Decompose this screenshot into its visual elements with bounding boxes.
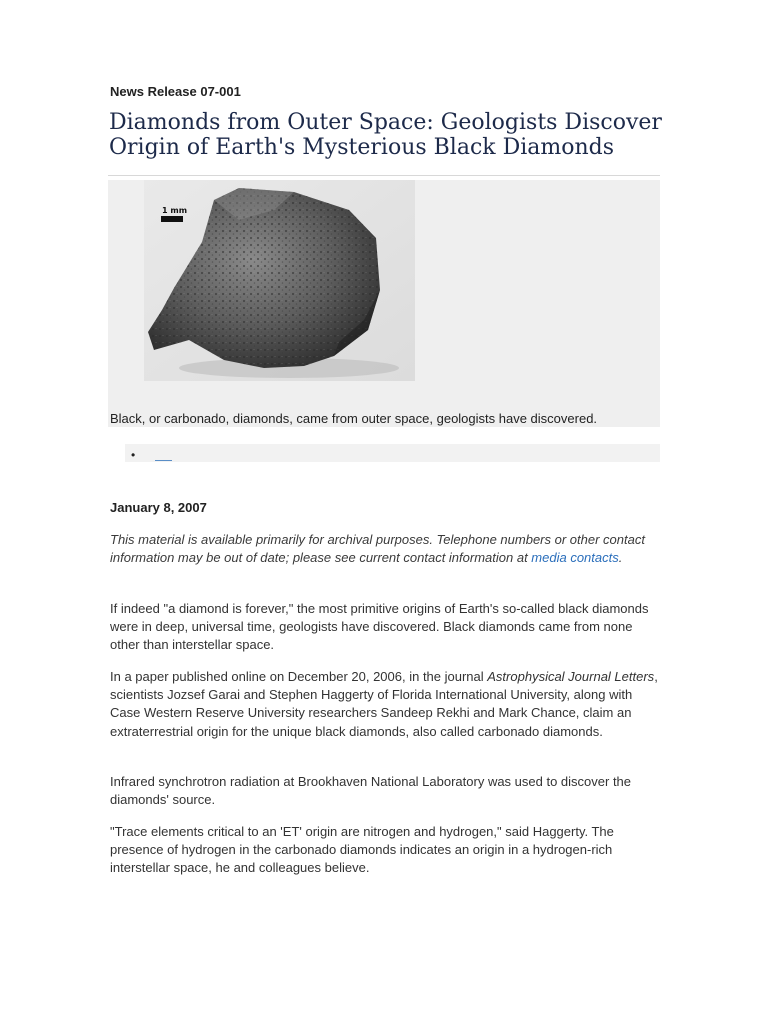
- archival-text: This material is available primarily for archival purposes. Telephone numbers or other contact information may be out of date; please see current contact information at: [110, 532, 645, 566]
- archival-period: .: [618, 550, 623, 566]
- title-divider: [108, 175, 660, 176]
- scale-bar: [161, 216, 183, 222]
- bullet-icon: •: [131, 448, 136, 462]
- paragraph-quote: "Trace elements critical to an 'ET' origin are nitrogen and hydrogen," said Haggerty. The presence of hydrogen in the carbonado diamonds indicates an origin in a hydrogen-rich interstellar space, he and colleagues believe.: [110, 824, 614, 876]
- release-date: January 8, 2007: [110, 500, 207, 515]
- paragraph-intro: If indeed "a diamond is forever," the most primitive origins of Earth's so-called black diamonds were in deep, universal time, geologists have discovered. Black diamonds came from none other than interstellar space.: [110, 601, 649, 653]
- paragraph-paper-end: , scientists Jozsef Garai and Stephen Haggerty of Florida International University, along with Case Western Reserve University researchers Sandeep Rekhi and Mark Chance, claim an extraterrestrial origin for the unique black diamonds, also called carbonado diamonds.: [110, 669, 658, 739]
- carbonado-diamond-photo[interactable]: [144, 180, 415, 381]
- photo-figure: [108, 180, 660, 427]
- media-list: [125, 444, 660, 462]
- photo-caption: Black, or carbonado, diamonds, came from outer space, geologists have discovered.: [110, 411, 598, 426]
- scale-label: 1 mm: [162, 206, 188, 215]
- archival-notice: [110, 531, 660, 567]
- paragraph-paper: [110, 668, 660, 741]
- media-link[interactable]: [155, 460, 172, 461]
- paragraph-synchrotron: Infrared synchrotron radiation at Brookhaven National Laboratory was used to discover the diamonds' source.: [110, 774, 632, 808]
- paragraph-paper-start: In a paper published online on December 20, 2006, in the journal: [110, 669, 488, 684]
- page-title: Diamonds from Outer Space: Geologists Discover Origin of Earth's Mysterious Black Diamonds: [109, 110, 662, 160]
- journal-name: Astrophysical Journal Letters: [487, 669, 655, 684]
- news-release-number: News Release 07-001: [110, 84, 241, 99]
- media-contacts-link[interactable]: media contacts: [531, 550, 619, 566]
